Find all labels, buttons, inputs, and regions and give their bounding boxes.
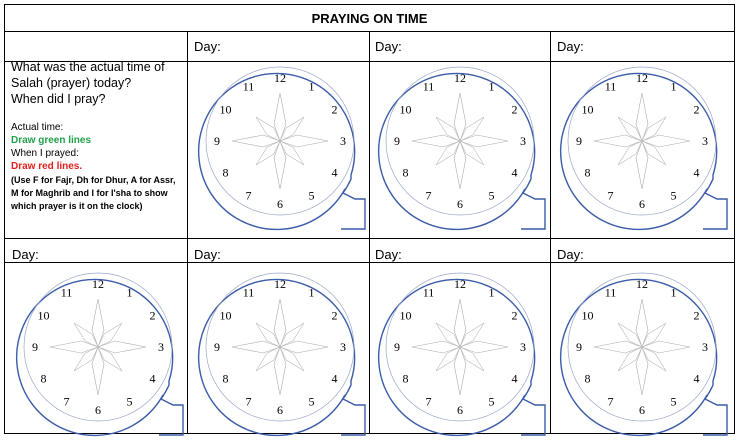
clock-star-icon <box>594 299 690 395</box>
clock-number: 5 <box>670 394 677 409</box>
clock-star-icon <box>232 93 328 189</box>
clock-number: 8 <box>222 371 229 386</box>
clock-number: 4 <box>331 371 338 386</box>
clock-number: 4 <box>693 371 700 386</box>
clock-number: 10 <box>219 308 232 323</box>
clock-number: 8 <box>402 371 409 386</box>
clock-face[interactable] <box>375 267 545 437</box>
clock-number: 3 <box>702 134 708 148</box>
clock-number: 6 <box>277 403 283 417</box>
day-label: Day: <box>375 39 402 54</box>
clock-face[interactable] <box>557 61 727 231</box>
clock-number: 6 <box>95 403 101 417</box>
clock-number: 1 <box>308 79 315 94</box>
column-divider-2 <box>369 32 370 434</box>
clock-number: 7 <box>607 188 614 203</box>
clock-number: 5 <box>670 188 677 203</box>
column-divider-3 <box>550 32 551 434</box>
clock-number: 4 <box>693 165 700 180</box>
clock-star-icon <box>594 93 690 189</box>
clock-number: 5 <box>308 394 315 409</box>
clock-number: 4 <box>511 371 518 386</box>
clock-face[interactable] <box>195 267 365 437</box>
clock-number: 7 <box>425 394 432 409</box>
worksheet-title: PRAYING ON TIME <box>5 5 734 32</box>
clock-number: 11 <box>604 79 617 94</box>
green-line-instruction: Draw green lines <box>11 135 92 146</box>
clock-number: 2 <box>511 102 518 117</box>
clock-number: 6 <box>277 197 283 211</box>
question-line: When did I pray? <box>11 92 106 106</box>
clock-number: 9 <box>214 134 220 148</box>
clock-face[interactable] <box>375 61 545 231</box>
clock-number: 11 <box>242 285 255 300</box>
clock-number: 12 <box>636 277 648 291</box>
clock-number: 9 <box>214 340 220 354</box>
clock-number: 3 <box>702 340 708 354</box>
clock-number: 3 <box>520 340 526 354</box>
clock-number: 10 <box>219 102 232 117</box>
clock-number: 9 <box>32 340 38 354</box>
clock-number: 1 <box>488 79 495 94</box>
clock-star-icon <box>50 299 146 395</box>
clock-number: 5 <box>488 394 495 409</box>
clock-number: 9 <box>576 340 582 354</box>
clock-number: 2 <box>331 308 338 323</box>
clock-number: 3 <box>340 340 346 354</box>
clock-number: 12 <box>274 71 286 85</box>
clock-number: 6 <box>639 403 645 417</box>
clock-number: 7 <box>63 394 70 409</box>
day-label: Day: <box>557 39 584 54</box>
clock-star-icon <box>412 93 508 189</box>
clock-number: 11 <box>60 285 73 300</box>
clock-number: 12 <box>636 71 648 85</box>
actual-time-label: Actual time: <box>11 122 64 133</box>
prayer-abbreviation-note: M for Maghrib and I for I'sha to show <box>11 188 168 198</box>
clock-number: 8 <box>584 371 591 386</box>
clock-number: 2 <box>149 308 156 323</box>
clock-number: 1 <box>488 285 495 300</box>
clock-star-icon <box>412 299 508 395</box>
clock-number: 9 <box>394 340 400 354</box>
question-line: What was the actual time of <box>11 60 165 74</box>
clock-number: 10 <box>399 308 412 323</box>
clock-number: 6 <box>639 197 645 211</box>
day-label: Day: <box>375 247 402 262</box>
clock-number: 1 <box>670 285 677 300</box>
clock-number: 11 <box>242 79 255 94</box>
clock-number: 9 <box>394 134 400 148</box>
clock-number: 2 <box>693 308 700 323</box>
clock-number: 4 <box>511 165 518 180</box>
clock-number: 3 <box>340 134 346 148</box>
red-line-instruction: Draw red lines. <box>11 161 83 172</box>
clock-number: 12 <box>454 277 466 291</box>
clock-number: 7 <box>245 188 252 203</box>
clock-number: 12 <box>274 277 286 291</box>
clock-number: 8 <box>222 165 229 180</box>
clock-number: 8 <box>584 165 591 180</box>
clock-number: 7 <box>245 394 252 409</box>
day-label: Day: <box>194 247 221 262</box>
clock-number: 10 <box>581 308 594 323</box>
clock-number: 7 <box>425 188 432 203</box>
clock-number: 11 <box>604 285 617 300</box>
day-label: Day: <box>557 247 584 262</box>
clock-number: 8 <box>40 371 47 386</box>
clock-number: 12 <box>92 277 104 291</box>
clock-number: 5 <box>488 188 495 203</box>
clock-number: 1 <box>670 79 677 94</box>
clock-number: 2 <box>511 308 518 323</box>
clock-number: 4 <box>149 371 156 386</box>
clock-number: 7 <box>607 394 614 409</box>
worksheet <box>4 4 735 434</box>
clock-number: 8 <box>402 165 409 180</box>
clock-number: 10 <box>37 308 50 323</box>
clock-number: 3 <box>520 134 526 148</box>
day-label: Day: <box>194 39 221 54</box>
clock-number: 2 <box>693 102 700 117</box>
clock-face[interactable] <box>195 61 365 231</box>
clock-number: 10 <box>581 102 594 117</box>
clock-number: 11 <box>422 285 435 300</box>
clock-number: 2 <box>331 102 338 117</box>
clock-number: 5 <box>126 394 133 409</box>
clock-number: 10 <box>399 102 412 117</box>
clock-number: 6 <box>457 197 463 211</box>
clock-number: 4 <box>331 165 338 180</box>
clock-star-icon <box>232 299 328 395</box>
day-label: Day: <box>12 247 39 262</box>
prayer-abbreviation-note: which prayer is it on the clock) <box>11 201 143 211</box>
clock-face[interactable] <box>557 267 727 437</box>
clock-number: 6 <box>457 403 463 417</box>
question-line: Salah (prayer) today? <box>11 76 132 90</box>
clock-number: 1 <box>126 285 133 300</box>
clock-number: 12 <box>454 71 466 85</box>
clock-number: 9 <box>576 134 582 148</box>
clock-number: 3 <box>158 340 164 354</box>
when-prayed-label: When I prayed: <box>11 148 79 159</box>
instructions-panel <box>11 59 189 212</box>
clock-number: 5 <box>308 188 315 203</box>
clock-number: 11 <box>422 79 435 94</box>
clock-face[interactable] <box>13 267 183 437</box>
clock-number: 1 <box>308 285 315 300</box>
prayer-abbreviation-note: (Use F for Fajr, Dh for Dhur, A for Assr, <box>11 175 176 185</box>
